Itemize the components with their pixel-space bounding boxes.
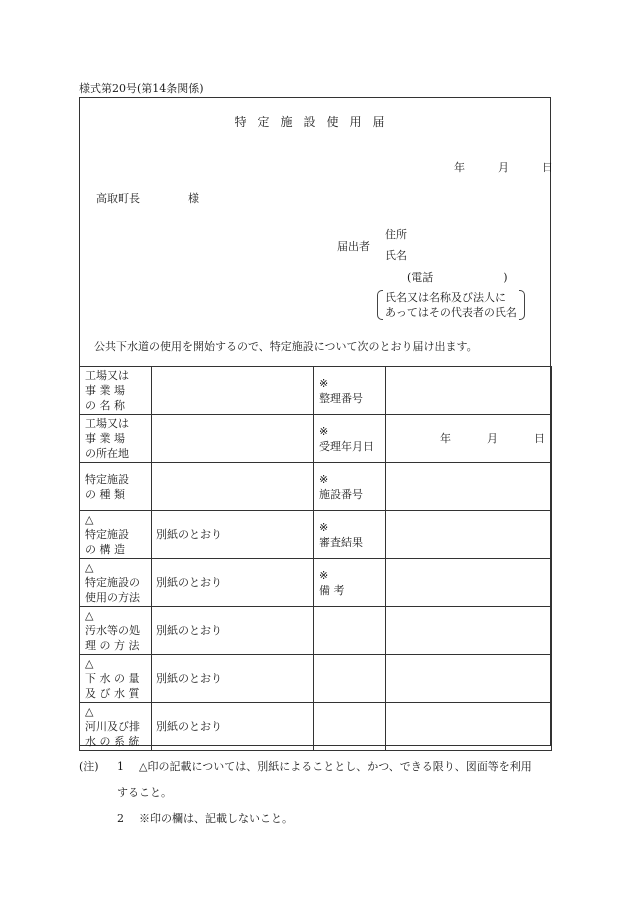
row-label-line: の 種 類 [85, 487, 125, 501]
asterisk-mark: ※ [319, 520, 329, 534]
row-value-cell[interactable] [152, 463, 314, 511]
receipt-date-month: 月 [487, 432, 498, 445]
addressee-honorific: 様 [188, 192, 199, 205]
row-value-cell[interactable]: 別紙のとおり [152, 703, 314, 751]
row-label-line: 理 の 方 法 [85, 639, 140, 652]
row-label-line: 工場又は [85, 417, 129, 430]
date-month: 月 [498, 161, 509, 174]
note-1-text: △印の記載については、別紙によることとし、かつ、できる限り、図面等を利用 [139, 760, 532, 773]
asterisk-mark: ※ [319, 568, 329, 582]
row-label-line: 特定施設の [85, 576, 140, 589]
office-use-value-cell [386, 655, 552, 703]
office-use-label-cell [314, 415, 386, 463]
row-label-line: 工場又は [85, 369, 129, 382]
row-label-cell [80, 415, 152, 463]
office-use-value-cell [386, 559, 552, 607]
note-line-1: 氏名又は名称及び法人に [385, 291, 506, 304]
row-label-line: の 構 造 [85, 543, 125, 556]
office-use-value-cell [386, 511, 552, 559]
row-value-cell[interactable]: 別紙のとおり [152, 655, 314, 703]
row-label-cell [80, 463, 152, 511]
table-row [80, 511, 552, 559]
phone-close: ) [503, 271, 508, 284]
table-row [80, 703, 552, 751]
office-use-value-cell [386, 703, 552, 751]
office-use-label-cell [314, 463, 386, 511]
office-use-label: 施設番号 [319, 487, 363, 501]
row-value-cell[interactable]: 別紙のとおり [152, 607, 314, 655]
applicant-phone [407, 269, 508, 285]
date-day: 日 [542, 161, 553, 174]
triangle-mark: △ [85, 609, 94, 622]
row-value-cell[interactable] [152, 415, 314, 463]
row-label-cell [80, 607, 152, 655]
triangle-mark: △ [85, 561, 94, 574]
row-label-cell [80, 655, 152, 703]
table-row [80, 607, 552, 655]
row-label-cell [80, 703, 152, 751]
receipt-date-year: 年 [440, 432, 451, 445]
receipt-date-day: 日 [534, 432, 545, 445]
applicant-name-label: 氏名 [385, 249, 407, 262]
note-2-number: 2 [117, 812, 124, 825]
row-label-line: 下 水 の 量 [85, 672, 140, 685]
row-value-cell[interactable] [152, 367, 314, 415]
phone-open: (電話 [407, 271, 434, 284]
row-label-line: 特定施設 [85, 472, 129, 486]
notes-prefix: (注) [79, 760, 99, 773]
office-use-label-cell [314, 511, 386, 559]
submission-date [454, 159, 553, 175]
date-year: 年 [454, 161, 465, 174]
row-label-line: 汚水等の処 [85, 624, 140, 637]
facility-table [79, 366, 552, 751]
statement: 公共下水道の使用を開始するので、特定施設について次のとおり届け出ます。 [94, 340, 478, 353]
addressee [96, 190, 199, 206]
row-label-line: 特定施設 [85, 528, 129, 541]
office-use-value-cell [386, 415, 552, 463]
office-use-label: 整理番号 [319, 391, 363, 405]
office-use-value-cell [386, 367, 552, 415]
row-label-cell [80, 367, 152, 415]
note-1-text-cont: すること。 [117, 786, 172, 799]
row-value-cell[interactable]: 別紙のとおり [152, 511, 314, 559]
table-row [80, 415, 552, 463]
row-label-line: の所在地 [85, 447, 129, 460]
office-use-label-cell [314, 367, 386, 415]
office-use-value-cell [386, 607, 552, 655]
table-row [80, 559, 552, 607]
applicant-name-note [377, 290, 525, 320]
asterisk-mark: ※ [319, 376, 329, 390]
addressee-name: 高取町長 [96, 192, 140, 205]
office-use-label: 備 考 [319, 583, 345, 597]
table-row [80, 655, 552, 703]
office-use-label-cell [314, 559, 386, 607]
triangle-mark: △ [85, 513, 94, 526]
row-label-line: 事 業 場 [85, 384, 125, 397]
row-value-cell[interactable]: 別紙のとおり [152, 559, 314, 607]
applicant-label: 届出者 [337, 240, 370, 253]
row-label-cell [80, 559, 152, 607]
triangle-mark: △ [85, 657, 94, 670]
office-use-label-cell [314, 655, 386, 703]
row-label-line: の 名 称 [85, 399, 125, 412]
row-label-line: 及 び 水 質 [85, 687, 140, 700]
office-use-label: 受理年月日 [319, 439, 374, 453]
office-use-label-cell [314, 607, 386, 655]
form-title: 特定施設使用届 [234, 115, 396, 129]
asterisk-mark: ※ [319, 424, 329, 438]
row-label-cell [80, 511, 152, 559]
applicant-address-label: 住所 [385, 228, 407, 241]
note-2-text: ※印の欄は、記載しないこと。 [139, 812, 293, 825]
note-line-2: あってはその代表者の氏名 [385, 306, 517, 319]
form-label: 様式第20号(第14条関係) [79, 82, 204, 95]
row-label-line: 水 の 系 統 [85, 735, 140, 748]
triangle-mark: △ [85, 705, 94, 718]
office-use-label: 審査結果 [319, 535, 363, 549]
row-label-line: 事 業 場 [85, 432, 125, 445]
note-1-number: 1 [117, 760, 124, 773]
row-label-line: 使用の方法 [85, 591, 140, 604]
office-use-label-cell [314, 703, 386, 751]
table-row [80, 367, 552, 415]
row-label-line: 河川及び排 [85, 720, 140, 733]
table-row [80, 463, 552, 511]
asterisk-mark: ※ [319, 472, 329, 486]
office-use-value-cell [386, 463, 552, 511]
notes [79, 754, 532, 832]
